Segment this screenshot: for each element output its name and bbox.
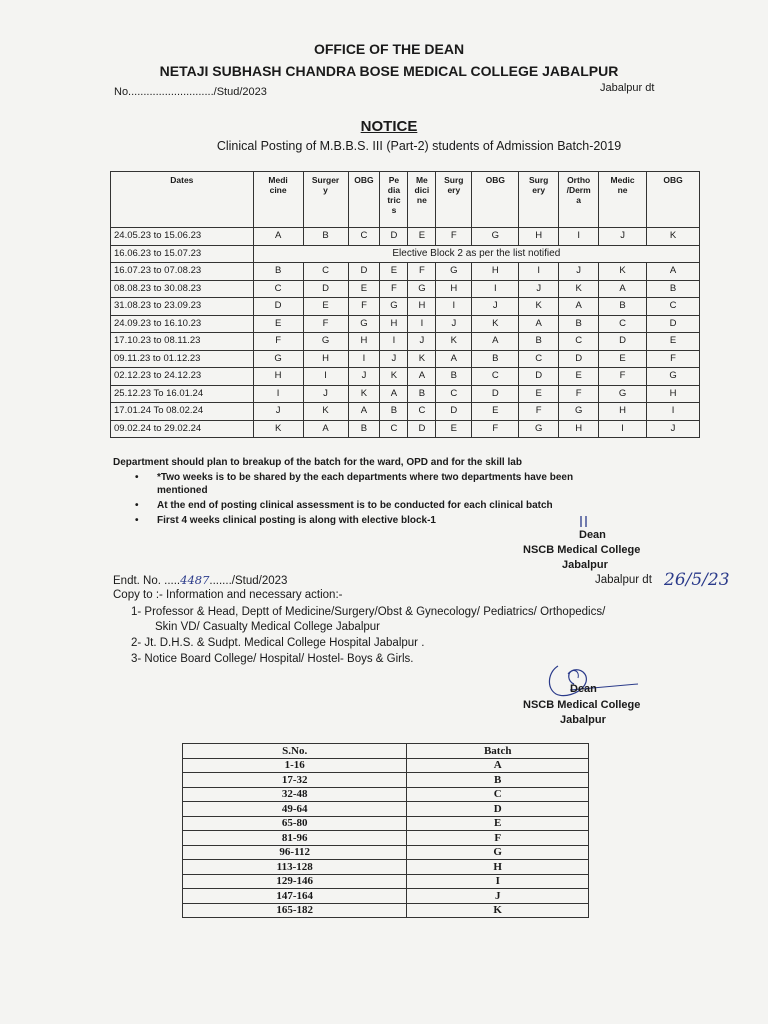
schedule-batch-cell: D <box>380 228 408 246</box>
schedule-row <box>111 333 700 351</box>
schedule-batch-cell: B <box>303 228 348 246</box>
schedule-row <box>111 245 700 263</box>
batch-letter-cell: B <box>407 773 589 788</box>
schedule-batch-cell: D <box>472 385 519 403</box>
schedule-batch-cell: B <box>380 403 408 421</box>
copy-item-3: 3- Notice Board College/ Hospital/ Hostel- Boys & Girls. <box>131 653 414 665</box>
schedule-header-cell: Dates <box>111 172 254 228</box>
schedule-batch-cell: K <box>303 403 348 421</box>
schedule-date-cell: 25.12.23 To 16.01.24 <box>111 385 254 403</box>
office-heading: OFFICE OF THE DEAN <box>313 41 465 57</box>
schedule-batch-cell: B <box>253 263 303 281</box>
schedule-batch-cell: A <box>559 298 599 316</box>
place-date: Jabalpur dt <box>600 82 655 94</box>
schedule-batch-cell: D <box>253 298 303 316</box>
schedule-batch-cell: C <box>380 420 408 438</box>
schedule-batch-cell: F <box>599 368 647 386</box>
schedule-batch-cell: H <box>599 403 647 421</box>
batch-range-cell: 49-64 <box>183 802 407 817</box>
schedule-batch-cell: E <box>253 315 303 333</box>
schedule-batch-cell: C <box>472 368 519 386</box>
schedule-batch-cell: F <box>348 298 380 316</box>
schedule-row <box>111 298 700 316</box>
schedule-batch-cell: E <box>303 298 348 316</box>
schedule-batch-cell: B <box>408 385 436 403</box>
schedule-batch-cell: I <box>647 403 700 421</box>
schedule-batch-cell: G <box>253 350 303 368</box>
schedule-batch-cell: G <box>647 368 700 386</box>
schedule-batch-cell: A <box>472 333 519 351</box>
schedule-batch-cell: C <box>253 280 303 298</box>
schedule-batch-cell: F <box>380 280 408 298</box>
signatory-title-2: Dean <box>570 683 597 695</box>
batch-range-cell: 129-146 <box>183 874 407 889</box>
batch-row <box>183 845 589 860</box>
schedule-batch-cell: I <box>408 315 436 333</box>
schedule-row <box>111 228 700 246</box>
schedule-row <box>111 350 700 368</box>
schedule-batch-cell: K <box>472 315 519 333</box>
schedule-batch-cell: K <box>348 385 380 403</box>
schedule-batch-cell: D <box>559 350 599 368</box>
schedule-batch-cell: B <box>472 350 519 368</box>
schedule-batch-cell: D <box>408 420 436 438</box>
schedule-batch-cell: E <box>472 403 519 421</box>
schedule-batch-cell: G <box>519 420 559 438</box>
schedule-row <box>111 315 700 333</box>
schedule-batch-cell: J <box>253 403 303 421</box>
schedule-batch-cell: E <box>436 420 472 438</box>
signatory-city-1: Jabalpur <box>562 559 608 571</box>
schedule-batch-cell: J <box>647 420 700 438</box>
schedule-batch-cell: E <box>647 333 700 351</box>
schedule-table <box>110 171 700 438</box>
schedule-batch-cell: G <box>408 280 436 298</box>
schedule-batch-cell: B <box>559 315 599 333</box>
schedule-batch-cell: A <box>348 403 380 421</box>
schedule-batch-cell: K <box>408 350 436 368</box>
notice-subtitle: Clinical Posting of M.B.B.S. III (Part-2) students of Admission Batch-2019 <box>216 139 622 153</box>
schedule-batch-cell: E <box>348 280 380 298</box>
schedule-header-cell: Pe dia tric s <box>380 172 408 228</box>
batch-range-cell: 165-182 <box>183 903 407 918</box>
batch-row <box>183 860 589 875</box>
schedule-date-cell: 16.06.23 to 15.07.23 <box>111 245 254 263</box>
schedule-header-cell: Me dici ne <box>408 172 436 228</box>
schedule-batch-cell: C <box>599 315 647 333</box>
batch-range-cell: 1-16 <box>183 758 407 773</box>
schedule-batch-cell: H <box>519 228 559 246</box>
batch-letter-cell: A <box>407 758 589 773</box>
schedule-elective-cell: Elective Block 2 as per the list notified <box>253 245 699 263</box>
schedule-batch-cell: K <box>519 298 559 316</box>
schedule-batch-cell: I <box>519 263 559 281</box>
college-heading: NETAJI SUBHASH CHANDRA BOSE MEDICAL COLLEGE JABALPUR <box>159 63 619 79</box>
schedule-batch-cell: K <box>559 280 599 298</box>
schedule-batch-cell: D <box>599 333 647 351</box>
handwritten-date: 26/5/23 <box>664 570 730 590</box>
schedule-batch-cell: C <box>519 350 559 368</box>
schedule-header-cell: OBG <box>647 172 700 228</box>
schedule-batch-cell: H <box>253 368 303 386</box>
batch-row <box>183 787 589 802</box>
schedule-batch-cell: J <box>472 298 519 316</box>
schedule-batch-cell: D <box>348 263 380 281</box>
schedule-batch-cell: C <box>647 298 700 316</box>
schedule-batch-cell: A <box>599 280 647 298</box>
schedule-batch-cell: J <box>408 333 436 351</box>
schedule-row <box>111 368 700 386</box>
copy-to-line: Copy to :- Information and necessary action:- <box>113 589 343 601</box>
note-bullet-1: • *Two weeks is to be shared by the each departments where two departments have been <box>157 472 573 483</box>
signatory-college-1: NSCB Medical College <box>523 544 641 556</box>
batch-range-cell: 81-96 <box>183 831 407 846</box>
schedule-batch-cell: A <box>436 350 472 368</box>
schedule-batch-cell: F <box>303 315 348 333</box>
schedule-date-cell: 17.01.24 To 08.02.24 <box>111 403 254 421</box>
schedule-batch-cell: A <box>380 385 408 403</box>
schedule-batch-cell: C <box>408 403 436 421</box>
schedule-batch-cell: E <box>380 263 408 281</box>
schedule-header-cell: Surg ery <box>519 172 559 228</box>
schedule-date-cell: 24.05.23 to 15.06.23 <box>111 228 254 246</box>
schedule-batch-cell: B <box>647 280 700 298</box>
schedule-header-cell: Surger y <box>303 172 348 228</box>
schedule-batch-cell: G <box>348 315 380 333</box>
schedule-batch-cell: B <box>519 333 559 351</box>
schedule-batch-cell: F <box>472 420 519 438</box>
batch-letter-cell: G <box>407 845 589 860</box>
schedule-batch-cell: H <box>436 280 472 298</box>
schedule-batch-cell: H <box>348 333 380 351</box>
schedule-batch-cell: D <box>519 368 559 386</box>
schedule-batch-cell: D <box>647 315 700 333</box>
schedule-row <box>111 263 700 281</box>
note-bullet-3: • First 4 weeks clinical posting is along with elective block-1 <box>157 515 436 526</box>
schedule-header-cell: OBG <box>472 172 519 228</box>
batch-letter-cell: J <box>407 889 589 904</box>
batch-letter-cell: D <box>407 802 589 817</box>
schedule-batch-cell: I <box>380 333 408 351</box>
batch-header-cell: S.No. <box>183 744 407 759</box>
copy-item-2: 2- Jt. D.H.S. & Sudpt. Medical College Hospital Jabalpur . <box>131 637 425 649</box>
schedule-batch-cell: F <box>559 385 599 403</box>
schedule-batch-cell: J <box>599 228 647 246</box>
schedule-batch-cell: D <box>436 403 472 421</box>
schedule-batch-cell: K <box>253 420 303 438</box>
endorsement-handwritten-number: 4487 <box>180 573 210 587</box>
schedule-batch-cell: E <box>408 228 436 246</box>
batch-row <box>183 831 589 846</box>
schedule-batch-cell: J <box>559 263 599 281</box>
schedule-batch-cell: G <box>599 385 647 403</box>
schedule-batch-cell: J <box>519 280 559 298</box>
batch-row <box>183 802 589 817</box>
schedule-batch-cell: K <box>599 263 647 281</box>
schedule-row <box>111 385 700 403</box>
schedule-row <box>111 403 700 421</box>
schedule-batch-cell: F <box>253 333 303 351</box>
schedule-header-cell: OBG <box>348 172 380 228</box>
note-bullet-2: • At the end of posting clinical assessment is to be conducted for each clinical batch <box>157 500 553 511</box>
schedule-date-cell: 08.08.23 to 30.08.23 <box>111 280 254 298</box>
schedule-batch-cell: A <box>253 228 303 246</box>
schedule-row <box>111 280 700 298</box>
batch-letter-cell: C <box>407 787 589 802</box>
schedule-date-cell: 09.02.24 to 29.02.24 <box>111 420 254 438</box>
schedule-batch-cell: F <box>436 228 472 246</box>
schedule-batch-cell: I <box>303 368 348 386</box>
batch-row <box>183 874 589 889</box>
batch-letter-cell: E <box>407 816 589 831</box>
schedule-date-cell: 31.08.23 to 23.09.23 <box>111 298 254 316</box>
schedule-batch-cell: I <box>472 280 519 298</box>
signatory-city-2: Jabalpur <box>560 714 606 726</box>
schedule-batch-cell: B <box>348 420 380 438</box>
schedule-batch-cell: A <box>303 420 348 438</box>
schedule-batch-cell: D <box>303 280 348 298</box>
note-bullet-1-cont: mentioned <box>157 485 208 496</box>
batch-row <box>183 773 589 788</box>
batch-row <box>183 758 589 773</box>
schedule-date-cell: 02.12.23 to 24.12.23 <box>111 368 254 386</box>
schedule-batch-cell: F <box>408 263 436 281</box>
schedule-batch-cell: J <box>380 350 408 368</box>
copy-item-1: 1- Professor & Head, Deptt of Medicine/Surgery/Obst & Gynecology/ Pediatrics/ Orthopedics/ <box>131 606 606 618</box>
schedule-date-cell: 16.07.23 to 07.08.23 <box>111 263 254 281</box>
schedule-batch-cell: I <box>348 350 380 368</box>
schedule-batch-cell: I <box>599 420 647 438</box>
schedule-batch-cell: B <box>436 368 472 386</box>
schedule-batch-cell: C <box>303 263 348 281</box>
schedule-header-cell: Medic ne <box>599 172 647 228</box>
schedule-batch-cell: I <box>253 385 303 403</box>
batch-range-cell: 17-32 <box>183 773 407 788</box>
schedule-batch-cell: H <box>303 350 348 368</box>
schedule-batch-cell: B <box>599 298 647 316</box>
schedule-date-cell: 17.10.23 to 08.11.23 <box>111 333 254 351</box>
schedule-batch-cell: C <box>348 228 380 246</box>
schedule-batch-cell: E <box>559 368 599 386</box>
schedule-batch-cell: G <box>436 263 472 281</box>
schedule-header-row <box>111 172 700 228</box>
signatory-college-2: NSCB Medical College <box>523 699 641 711</box>
endorsement-number: Endt. No. .....4487......./Stud/2023 <box>113 573 288 587</box>
copy-item-1-cont: Skin VD/ Casualty Medical College Jabalpur <box>155 621 380 633</box>
schedule-batch-cell: G <box>303 333 348 351</box>
schedule-batch-cell: G <box>472 228 519 246</box>
batch-header-cell: Batch <box>407 744 589 759</box>
schedule-batch-cell: K <box>380 368 408 386</box>
batch-row <box>183 903 589 918</box>
schedule-batch-cell: H <box>647 385 700 403</box>
schedule-batch-cell: F <box>647 350 700 368</box>
schedule-batch-cell: K <box>436 333 472 351</box>
schedule-batch-cell: G <box>559 403 599 421</box>
schedule-batch-cell: J <box>436 315 472 333</box>
batch-range-cell: 32-48 <box>183 787 407 802</box>
signatory-title-1: Dean <box>579 529 606 541</box>
endorsement-place-date: Jabalpur dt <box>595 574 652 586</box>
schedule-header-cell: Ortho /Derm a <box>559 172 599 228</box>
schedule-batch-cell: E <box>599 350 647 368</box>
schedule-header-cell: Surg ery <box>436 172 472 228</box>
batch-row <box>183 889 589 904</box>
schedule-batch-cell: E <box>519 385 559 403</box>
batch-letter-cell: F <box>407 831 589 846</box>
batch-range-cell: 65-80 <box>183 816 407 831</box>
batch-range-cell: 147-164 <box>183 889 407 904</box>
schedule-batch-cell: H <box>472 263 519 281</box>
notice-title: NOTICE <box>360 118 418 135</box>
batch-range-cell: 113-128 <box>183 860 407 875</box>
batch-letter-cell: I <box>407 874 589 889</box>
schedule-row <box>111 420 700 438</box>
batch-letter-cell: K <box>407 903 589 918</box>
batch-table <box>182 743 589 918</box>
batch-letter-cell: H <box>407 860 589 875</box>
schedule-batch-cell: K <box>647 228 700 246</box>
schedule-batch-cell: A <box>408 368 436 386</box>
schedule-date-cell: 09.11.23 to 01.12.23 <box>111 350 254 368</box>
batch-range-cell: 96-112 <box>183 845 407 860</box>
schedule-batch-cell: I <box>559 228 599 246</box>
batch-header-row <box>183 744 589 759</box>
schedule-batch-cell: A <box>519 315 559 333</box>
notes-intro: Department should plan to breakup of the batch for the ward, OPD and for the skill lab <box>113 457 522 468</box>
schedule-batch-cell: H <box>559 420 599 438</box>
schedule-batch-cell: C <box>559 333 599 351</box>
schedule-batch-cell: I <box>436 298 472 316</box>
schedule-date-cell: 24.09.23 to 16.10.23 <box>111 315 254 333</box>
schedule-header-cell: Medi cine <box>253 172 303 228</box>
schedule-batch-cell: C <box>436 385 472 403</box>
schedule-batch-cell: G <box>380 298 408 316</box>
schedule-batch-cell: J <box>303 385 348 403</box>
schedule-batch-cell: H <box>380 315 408 333</box>
schedule-batch-cell: F <box>519 403 559 421</box>
batch-row <box>183 816 589 831</box>
schedule-batch-cell: A <box>647 263 700 281</box>
reference-number: No............................/Stud/2023 <box>114 86 267 98</box>
schedule-batch-cell: J <box>348 368 380 386</box>
schedule-batch-cell: H <box>408 298 436 316</box>
